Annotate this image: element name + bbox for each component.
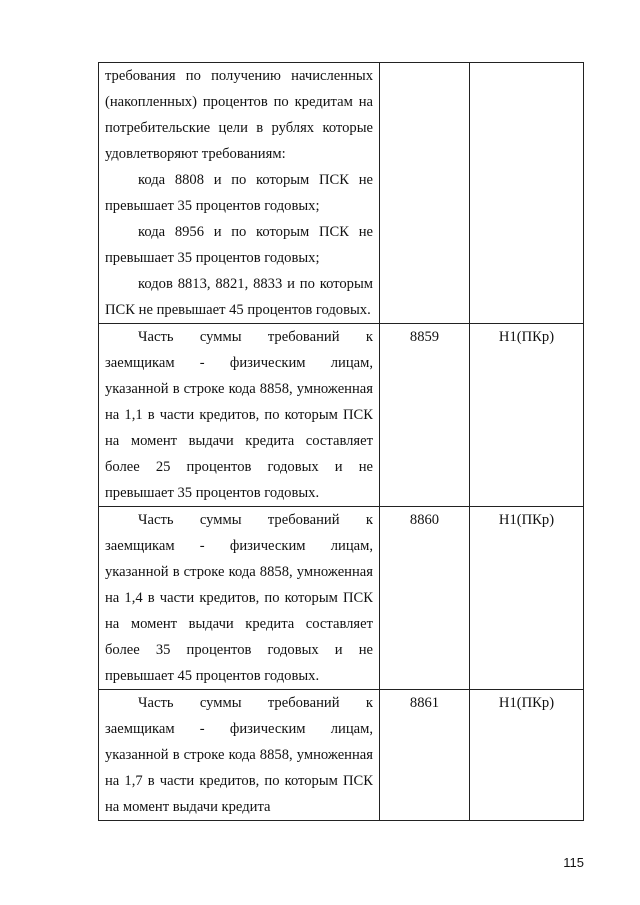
page-number: 115: [563, 855, 584, 870]
description-text: Часть суммы требований к заемщикам - физическим лицам, указанной в строке кода 8858, умноженная на 1,1 в части кредитов, по которым ПСК на момент выдачи кредита составляет более 25 процентов годовых и не превышает 35 процентов годовых.: [105, 329, 373, 501]
calc-cell: [470, 324, 584, 507]
calc-cell: [470, 63, 584, 324]
code-cell: [380, 690, 470, 821]
calc-cell: [470, 690, 584, 821]
description-cell: [99, 324, 380, 507]
table-row: [99, 507, 584, 690]
description-cell: [99, 507, 380, 690]
code-value: 8860: [409, 512, 440, 528]
description-text: кода 8808 и по которым ПСК не превышает 35 процентов годовых;: [105, 172, 373, 214]
description-cell: [99, 690, 380, 821]
codes-table: [98, 62, 584, 821]
description-cell: [99, 63, 380, 324]
code-value: 8859: [409, 329, 440, 345]
code-cell: [380, 63, 470, 324]
description-text: кодов 8813, 8821, 8833 и по которым ПСК не превышает 45 процентов годовых.: [105, 276, 373, 318]
code-value: 8861: [409, 695, 440, 711]
code-cell: [380, 324, 470, 507]
calc-value: Н1(ПКр): [498, 329, 555, 345]
calc-cell: [470, 507, 584, 690]
description-text: Часть суммы требований к заемщикам - физическим лицам, указанной в строке кода 8858, умноженная на 1,7 в части кредитов, по которым ПСК на момент выдачи кредита: [105, 695, 373, 815]
table-row: [99, 63, 584, 324]
description-text: Часть суммы требований к заемщикам - физическим лицам, указанной в строке кода 8858, умноженная на 1,4 в части кредитов, по которым ПСК на момент выдачи кредита составляет более 35 процентов годовых и не превышает 45 процентов годовых.: [105, 512, 373, 684]
calc-value: Н1(ПКр): [498, 695, 555, 711]
table-row: [99, 324, 584, 507]
table-row: [99, 690, 584, 821]
calc-value: Н1(ПКр): [498, 512, 555, 528]
description-text: кода 8956 и по которым ПСК не превышает 35 процентов годовых;: [105, 224, 373, 266]
description-text: требования по получению начисленных (накопленных) процентов по кредитам на потребительские цели в рублях которые удовлетворяют требованиям:: [105, 68, 373, 162]
code-cell: [380, 507, 470, 690]
